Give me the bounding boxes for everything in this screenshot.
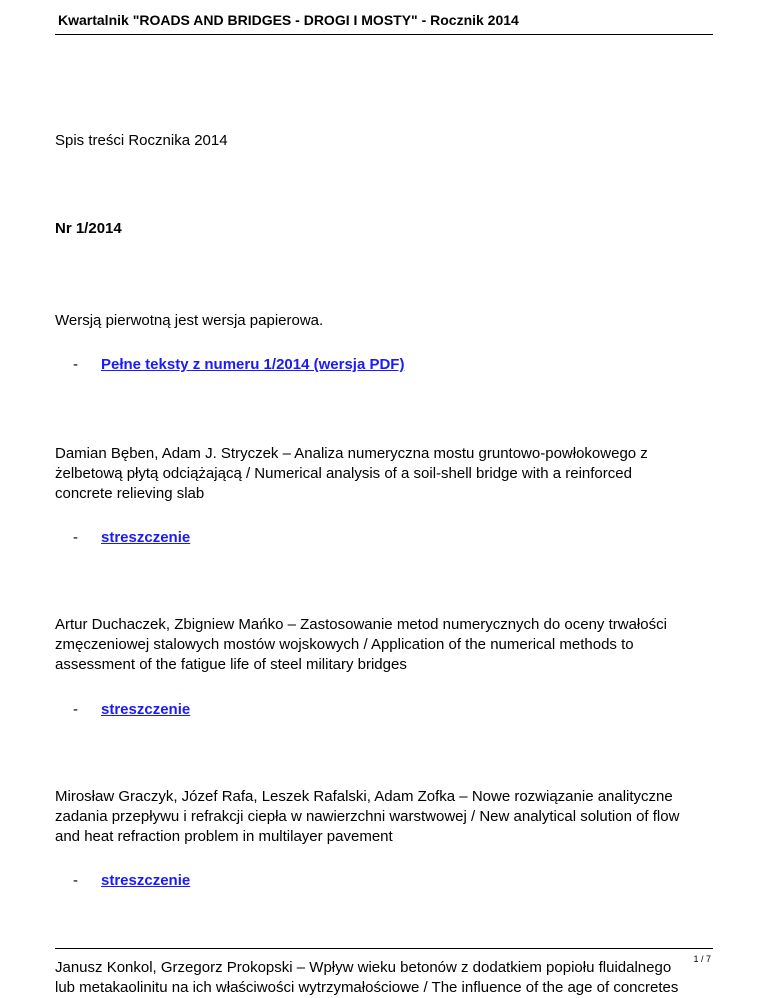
running-header-title: Kwartalnik "ROADS AND BRIDGES - DROGI I MOSTY" - Rocznik 2014	[58, 12, 519, 28]
full-text-pdf-link[interactable]: Pełne teksty z numeru 1/2014 (wersja PDF)	[101, 356, 405, 373]
article-2-line-1: Artur Duchaczek, Zbigniew Mańko – Zastosowanie metod numerycznych do oceny trwałości	[55, 616, 667, 633]
article-2-line-2: zmęczeniowej stalowych mostów wojskowych / Application of the numerical methods to	[55, 636, 634, 653]
bullet-article-1: -	[73, 529, 78, 546]
issue-heading: Nr 1/2014	[55, 220, 122, 237]
article-3-line-3: and heat refraction problem in multilayer pavement	[55, 828, 393, 845]
article-2-line-3: assessment of the fatigue life of steel military bridges	[55, 656, 407, 673]
article-1-line-2: żelbetową płytą odciążającą / Numerical analysis of a soil-shell bridge with a reinforced	[55, 465, 632, 482]
bullet-article-2: -	[73, 701, 78, 718]
article-4-line-2: lub metakaolinitu na ich właściwości wytrzymałościowe / The influence of the age of concretes	[55, 979, 679, 996]
footer-divider	[55, 948, 713, 949]
article-3-line-1: Mirosław Graczyk, Józef Rafa, Leszek Rafalski, Adam Zofka – Nowe rozwiązanie analityczne	[55, 788, 673, 805]
bullet-full-text: -	[73, 356, 78, 373]
version-note: Wersją pierwotną jest wersja papierowa.	[55, 312, 324, 329]
article-3-line-2: zadania przepływu i refrakcji ciepła w nawierzchni warstwowej / New analytical solution of flow	[55, 808, 680, 825]
article-4-line-1: Janusz Konkol, Grzegorz Prokopski – Wpływ wieku betonów z dodatkiem popiołu fluidalnego	[55, 959, 672, 976]
article-3-abstract-link[interactable]: streszczenie	[101, 872, 191, 889]
page-number: 1 / 7	[693, 954, 711, 964]
toc-title: Spis treści Rocznika 2014	[55, 132, 228, 149]
article-1-abstract-link[interactable]: streszczenie	[101, 529, 191, 546]
header-divider	[55, 34, 713, 35]
article-2-abstract-link[interactable]: streszczenie	[101, 701, 191, 718]
bullet-article-3: -	[73, 872, 78, 889]
article-1-line-3: concrete relieving slab	[55, 485, 205, 502]
article-1-line-1: Damian Bęben, Adam J. Stryczek – Analiza numeryczna mostu gruntowo-powłokowego z	[55, 445, 648, 462]
